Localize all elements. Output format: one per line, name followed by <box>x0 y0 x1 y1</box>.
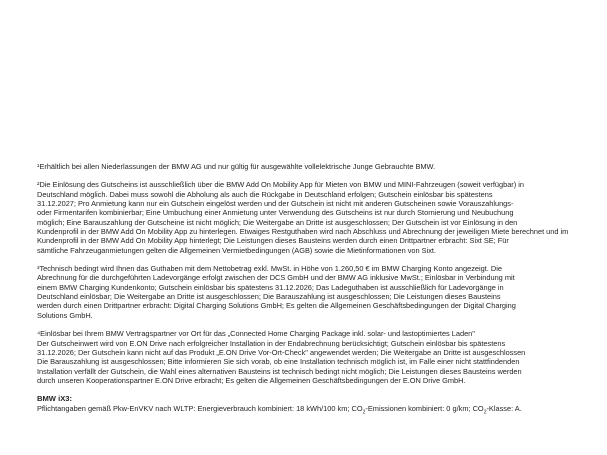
model-consumption-info <box>37 404 587 414</box>
model-title: BMW iX3: <box>37 394 73 404</box>
footnote-line: sämtliche Fahrzeuganmietungen gelten die Allgemeinen Vermietbedingungen (AGB) sowie die Mietinformationen von Sixt. <box>37 245 436 255</box>
footnote-line: ²Die Einlösung des Gutscheins ist ausschließlich über die BMW Add On Mobility App für Mieten von BMW und MINI-Fahrzeugen (soweit verfügbar) in <box>37 180 524 190</box>
footnote-line: Kundenprofil in der BMW Add On Mobility App zu hinterlegen. Etwaiges Restguthaben wird nach Abschluss und Abrechnung der jeweiligen Miete berechnet und im <box>37 227 569 237</box>
co2-subscript: 2 <box>483 409 487 416</box>
co2-class-text: -Klasse: A. <box>486 403 522 413</box>
footnote-line: Abrechnung für die durchgeführten Ladevorgänge erfolgt zwischen der DCS GmbH und der BMW AG inklusive MwSt.; Einlösbar in Verbindung mit <box>37 273 515 283</box>
footnote-line: oder Firmentarifen kombinierbar; Eine Umbuchung einer Anmietung unter Verwendung des Gutscheins ist nur durch Stornierung und Neubuchung <box>37 208 514 218</box>
footnote-line: 31.12.2026; Der Gutschein kann nicht auf das Produkt „E.ON Drive Vor-Ort-Check" angewendet werden; Die Weitergabe an Dritte ist ausgeschlossen <box>37 347 526 357</box>
consumption-text: Pflichtangaben gemäß Pkw-EnVKV nach WLTP: Energieverbrauch kombiniert: 18 kWh/100 km; CO <box>37 403 363 413</box>
co2-subscript: 2 <box>362 409 366 416</box>
footnote-1 <box>37 162 587 171</box>
footnote-4 <box>37 329 587 385</box>
footnote-line: Die Barauszahlung ist ausgeschlossen; Bitte informieren Sie sich vorab, ob eine Installation technisch möglich ist, im Falle einer nicht stattfindenden <box>37 357 520 367</box>
footnote-line: ³Technisch bedingt wird Ihnen das Guthaben mit dem Nettobetrag exkl. MwSt. in Höhe von 1.260,50 € im BMW Charging Konto angezeigt. Die <box>37 264 502 274</box>
footnote-line: Deutschland möglich. Dabei muss sowohl die Abholung als auch die Rückgabe in Deutschland erfolgen; Gutschein einlösbar bis spätestens <box>37 189 493 199</box>
footnote-line: Solutions GmbH. <box>37 310 93 320</box>
footnote-line: Kundenprofil in der BMW Add On Mobility App hinterlegt; Die Leistungen dieses Bausteins werden durch einen Drittpartner erbracht: Sixt SE; Für <box>37 236 509 246</box>
footnote-line: 31.12.2027; Pro Anmietung kann nur ein Gutschein eingelöst werden und der Gutschein ist nicht mit anderen Gutscheinen sowie Vorauszahlungs- <box>37 199 514 209</box>
footnote-3 <box>37 264 587 320</box>
footnote-line: ¹Erhältlich bei allen Niederlassungen der BMW AG und nur gültig für ausgewählte vollelektrische Junge Gebrauchte BMW. <box>37 162 436 171</box>
footnote-line: Deutschland einlösbar; Die Weitergabe an Dritte ist ausgeschlossen; Die Barauszahlung ist ausgeschlossen; Die Leistungen dieses Bausteins <box>37 292 501 302</box>
footnote-line: ⁴Einlösbar bei Ihrem BMW Vertragspartner vor Ort für das „Connected Home Charging Package inkl. solar- und lastoptimiertes Laden" <box>37 329 475 339</box>
footnote-line: Der Gutscheinwert wird von E.ON Drive nach erfolgreicher Installation in der Endabrechnung berücksichtigt; Gutschein einlösbar bis spätestens <box>37 338 506 348</box>
footnote-line: durch unseren Kooperationspartner E.ON Drive erbracht; Es gelten die Allgemeinen Geschäftsbedingungen der E.ON Drive GmbH. <box>37 375 466 385</box>
footnote-line: möglich; Eine Barauszahlung der Gutscheine ist nicht möglich; Die Weitergabe an Dritte ist ausgeschlossen; Der Gutschein ist vor Einlösung in den <box>37 217 518 227</box>
emissions-text: -Emissionen kombiniert: 0 g/km; CO <box>365 403 484 413</box>
footnote-line: einem BMW Charging Kundenkonto; Gutschein einlösbar bis spätestens 31.12.2026; Das Ladeguthaben ist ausschließlich für Ladevorgänge in <box>37 282 504 292</box>
footnote-2 <box>37 180 587 255</box>
footnote-line: Installation verfällt der Gutschein, die Wahl eines alternativen Bausteins ist technisch bedingt nicht möglich; Die Leistungen dieses Bausteins werden <box>37 366 522 376</box>
footnote-line: werden durch einen Drittpartner erbracht: Digital Charging Solutions GmbH; Es gelten die Allgemeinen Geschäftsbedingungen der Digital Charging <box>37 301 516 311</box>
